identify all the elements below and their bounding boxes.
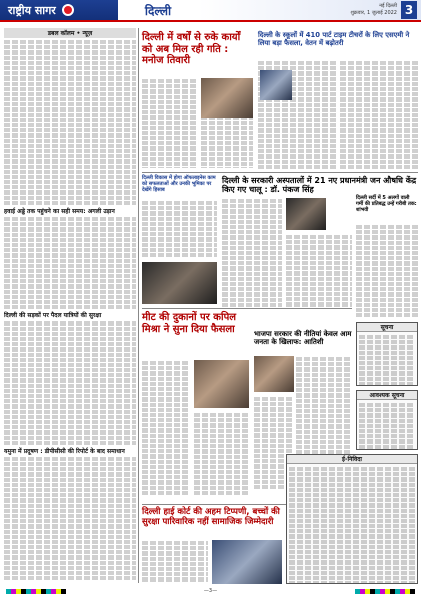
headline-right-story: दिल्ली सर्दी में 5 अलगों वाली गर्मी की प्रतिबद्ध उन्हें गरीबी तक: शांभवी bbox=[356, 195, 417, 213]
hospitals-photo bbox=[286, 198, 326, 230]
left-story-3-title: दिल्ली की सड़कों पर पैदल यात्रियों की सुरक्षा bbox=[4, 312, 102, 320]
hospitals-body-2 bbox=[286, 234, 352, 308]
tiwari-body-1 bbox=[142, 78, 198, 168]
masthead-info bbox=[198, 0, 421, 22]
meat-body-1 bbox=[142, 360, 190, 500]
left-story-4-title: यमुना में प्रदूषण : डीपीसीसी की रिपोर्ट के बाद समाधान bbox=[4, 447, 125, 455]
right-story-body bbox=[356, 224, 418, 319]
headline-hospitals: दिल्ली के सरकारी अस्पतालों में 21 नए प्रधानमंत्री जन औषधि केंद्र किए गए चालू : डॉ. पंकज सिंह bbox=[222, 176, 417, 195]
dateline-date: शुक्रवार, 1 जुलाई 2022 bbox=[350, 10, 397, 16]
tiwari-photo bbox=[201, 78, 253, 118]
registration-marks-right bbox=[355, 589, 415, 594]
meat-body-2 bbox=[194, 412, 249, 500]
ad-tender bbox=[286, 454, 418, 584]
column-head: डबल कॉलम • न्यूज़ bbox=[4, 28, 136, 38]
ad-tender-title: ई-निविदा bbox=[287, 455, 417, 464]
meat-photo bbox=[194, 360, 249, 408]
column-divider bbox=[138, 28, 139, 583]
left-story-2-body bbox=[4, 217, 136, 309]
ad-notice bbox=[356, 322, 418, 386]
schools-body-2 bbox=[340, 60, 418, 170]
brand-name: राष्ट्रीय सागर bbox=[8, 3, 56, 17]
section-title: दिल्ली bbox=[118, 0, 198, 22]
headline-schools: दिल्ली के स्कूलों में 410 पार्ट टाइम टीचरों के लिए एसएमी ने लिया बड़ा फैसला, वेतन में बढ़ोतरी bbox=[258, 31, 410, 47]
brand-logo bbox=[0, 0, 118, 22]
left-column bbox=[4, 28, 136, 588]
vikas-photo bbox=[142, 262, 217, 304]
highcourt-body-1 bbox=[142, 540, 208, 584]
vikas-body bbox=[142, 200, 217, 260]
ad-purchase bbox=[356, 390, 418, 450]
atishi-photo bbox=[254, 356, 294, 392]
divider-1 bbox=[142, 172, 418, 173]
headline-highcourt: दिल्ली हाई कोर्ट की अहम टिप्पणी, बच्चों की सुरक्षा पारिवारिक नहीं सामाजिक जिम्मेदारी bbox=[142, 507, 280, 527]
hospitals-body-1 bbox=[222, 198, 282, 308]
ad-notice-title: सूचना bbox=[357, 323, 417, 332]
left-article-body bbox=[4, 40, 136, 205]
dateline bbox=[351, 3, 397, 17]
headline-tiwari: दिल्ली में वर्षों से रुके कार्यों को अब मिल रही गति : मनोज तिवारी bbox=[142, 32, 241, 66]
ad-purchase-title: आवश्यक सूचना bbox=[357, 391, 417, 400]
left-story-3-body bbox=[4, 321, 136, 445]
footer-page-number: —3— bbox=[203, 588, 218, 594]
masthead bbox=[0, 0, 421, 22]
headline-vikas: दिल्ली विकास में होगा ऑफलाइनेस काम को सफलताओं और उनकी भूमिका पर देखेंगे हिसाब bbox=[142, 175, 216, 193]
dateline-city: नई दिल्ली bbox=[379, 3, 397, 9]
schools-photo bbox=[260, 70, 292, 100]
highcourt-photo bbox=[212, 540, 282, 584]
registration-marks-left bbox=[6, 589, 66, 594]
divider-2 bbox=[142, 308, 352, 309]
page-number: 3 bbox=[401, 1, 417, 19]
headline-meat: मीट की दुकानों पर कपिल मिश्रा ने सुना दिया फैसला bbox=[142, 312, 237, 335]
headline-bjp: भाजपा सरकार की नीतियां केवल आम जनता के खिलाफ: आतिशी bbox=[254, 330, 352, 347]
brand-emblem-icon bbox=[62, 4, 74, 16]
left-story-4-body bbox=[4, 457, 136, 581]
left-story-2-title: हवाई अड्डे तक पहुंचने का सही समय: अगली उड़ान bbox=[4, 208, 115, 215]
